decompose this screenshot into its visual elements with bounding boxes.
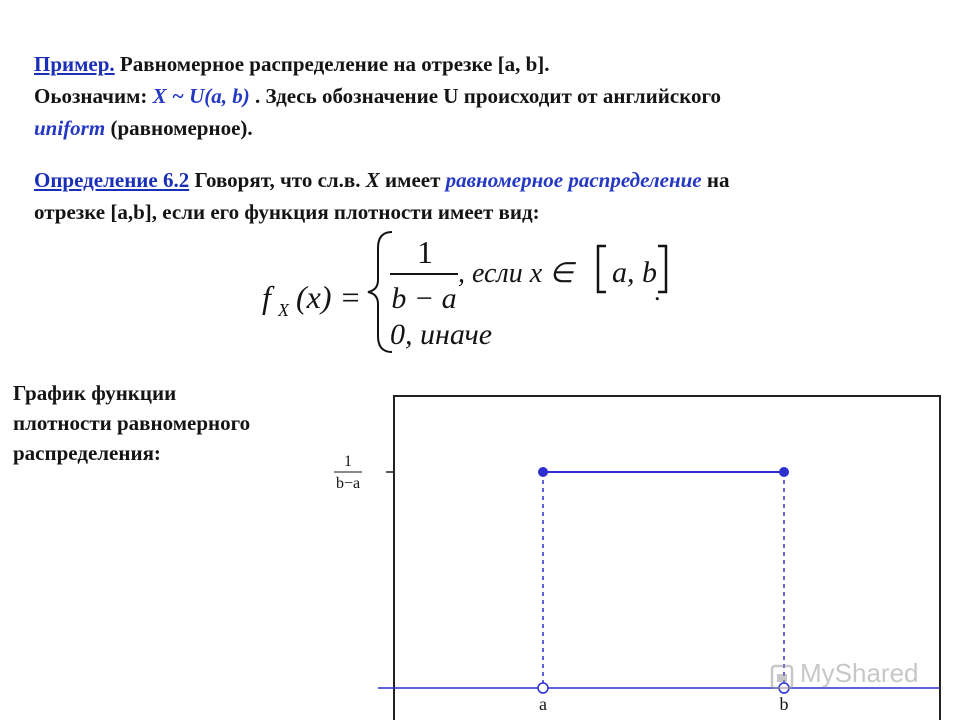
watermark-text: MyShared [800, 658, 919, 688]
x-tick-label-b: b [779, 694, 789, 714]
formula-interval: a, b [612, 256, 657, 289]
notation-suffix: . Здесь обозначение U происходит от английского [255, 84, 722, 108]
y-tick-denominator: b−a [335, 475, 361, 492]
myshared-watermark [770, 656, 950, 696]
example-line-1 [34, 52, 550, 76]
watermark-logo-icon [770, 662, 796, 692]
y-tick-numerator: 1 [344, 453, 352, 470]
definition-line-2-text: отрезке [a,b], если его функция плотности имеет вид: [34, 200, 540, 224]
formula-numerator: 1 [417, 234, 433, 270]
uniform-translation: (равномерное). [110, 116, 253, 140]
example-line-2 [34, 84, 721, 108]
example-link[interactable]: Пример. [34, 52, 115, 76]
formula-condition: , если x ∈ [458, 258, 574, 289]
interval-left-bracket [598, 246, 606, 292]
definition-line-2 [34, 200, 540, 224]
formula-otherwise: 0, иначе [390, 318, 493, 351]
left-brace [368, 232, 392, 352]
formula-f: f [262, 279, 271, 315]
uniform-word: uniform [34, 116, 106, 140]
caption-line-1: График функции [13, 381, 177, 405]
formula-argument: (x) = [296, 279, 362, 315]
caption-line-2: плотности равномерного [13, 411, 251, 435]
formula-period: . [654, 277, 661, 306]
definition-link[interactable]: Определение 6.2 [34, 168, 190, 192]
density-formula [262, 226, 682, 356]
closed-point-b [779, 467, 789, 477]
definition-term: равномерное распределение [445, 168, 702, 192]
open-point-a [538, 683, 548, 693]
definition-text-mid: имеет [385, 168, 441, 192]
definition-var: X [365, 168, 380, 192]
closed-point-a [538, 467, 548, 477]
notation-prefix: Оьозначим: [34, 84, 148, 108]
formula-denominator: b − a [391, 282, 457, 315]
definition-line-1 [34, 168, 729, 192]
definition-text-before: Говорят, что сл.в. [194, 168, 361, 192]
definition-text-after: на [706, 168, 730, 192]
formula-subscript: X [278, 300, 289, 320]
example-line-3 [34, 116, 253, 140]
plot-caption [13, 378, 333, 468]
example-title: Равномерное распределение на отрезке [a, b]. [119, 52, 550, 76]
caption-line-3: распределения: [13, 441, 161, 465]
x-tick-label-a: a [539, 694, 547, 714]
notation-expression: X ~ U(a, b) [152, 84, 250, 108]
